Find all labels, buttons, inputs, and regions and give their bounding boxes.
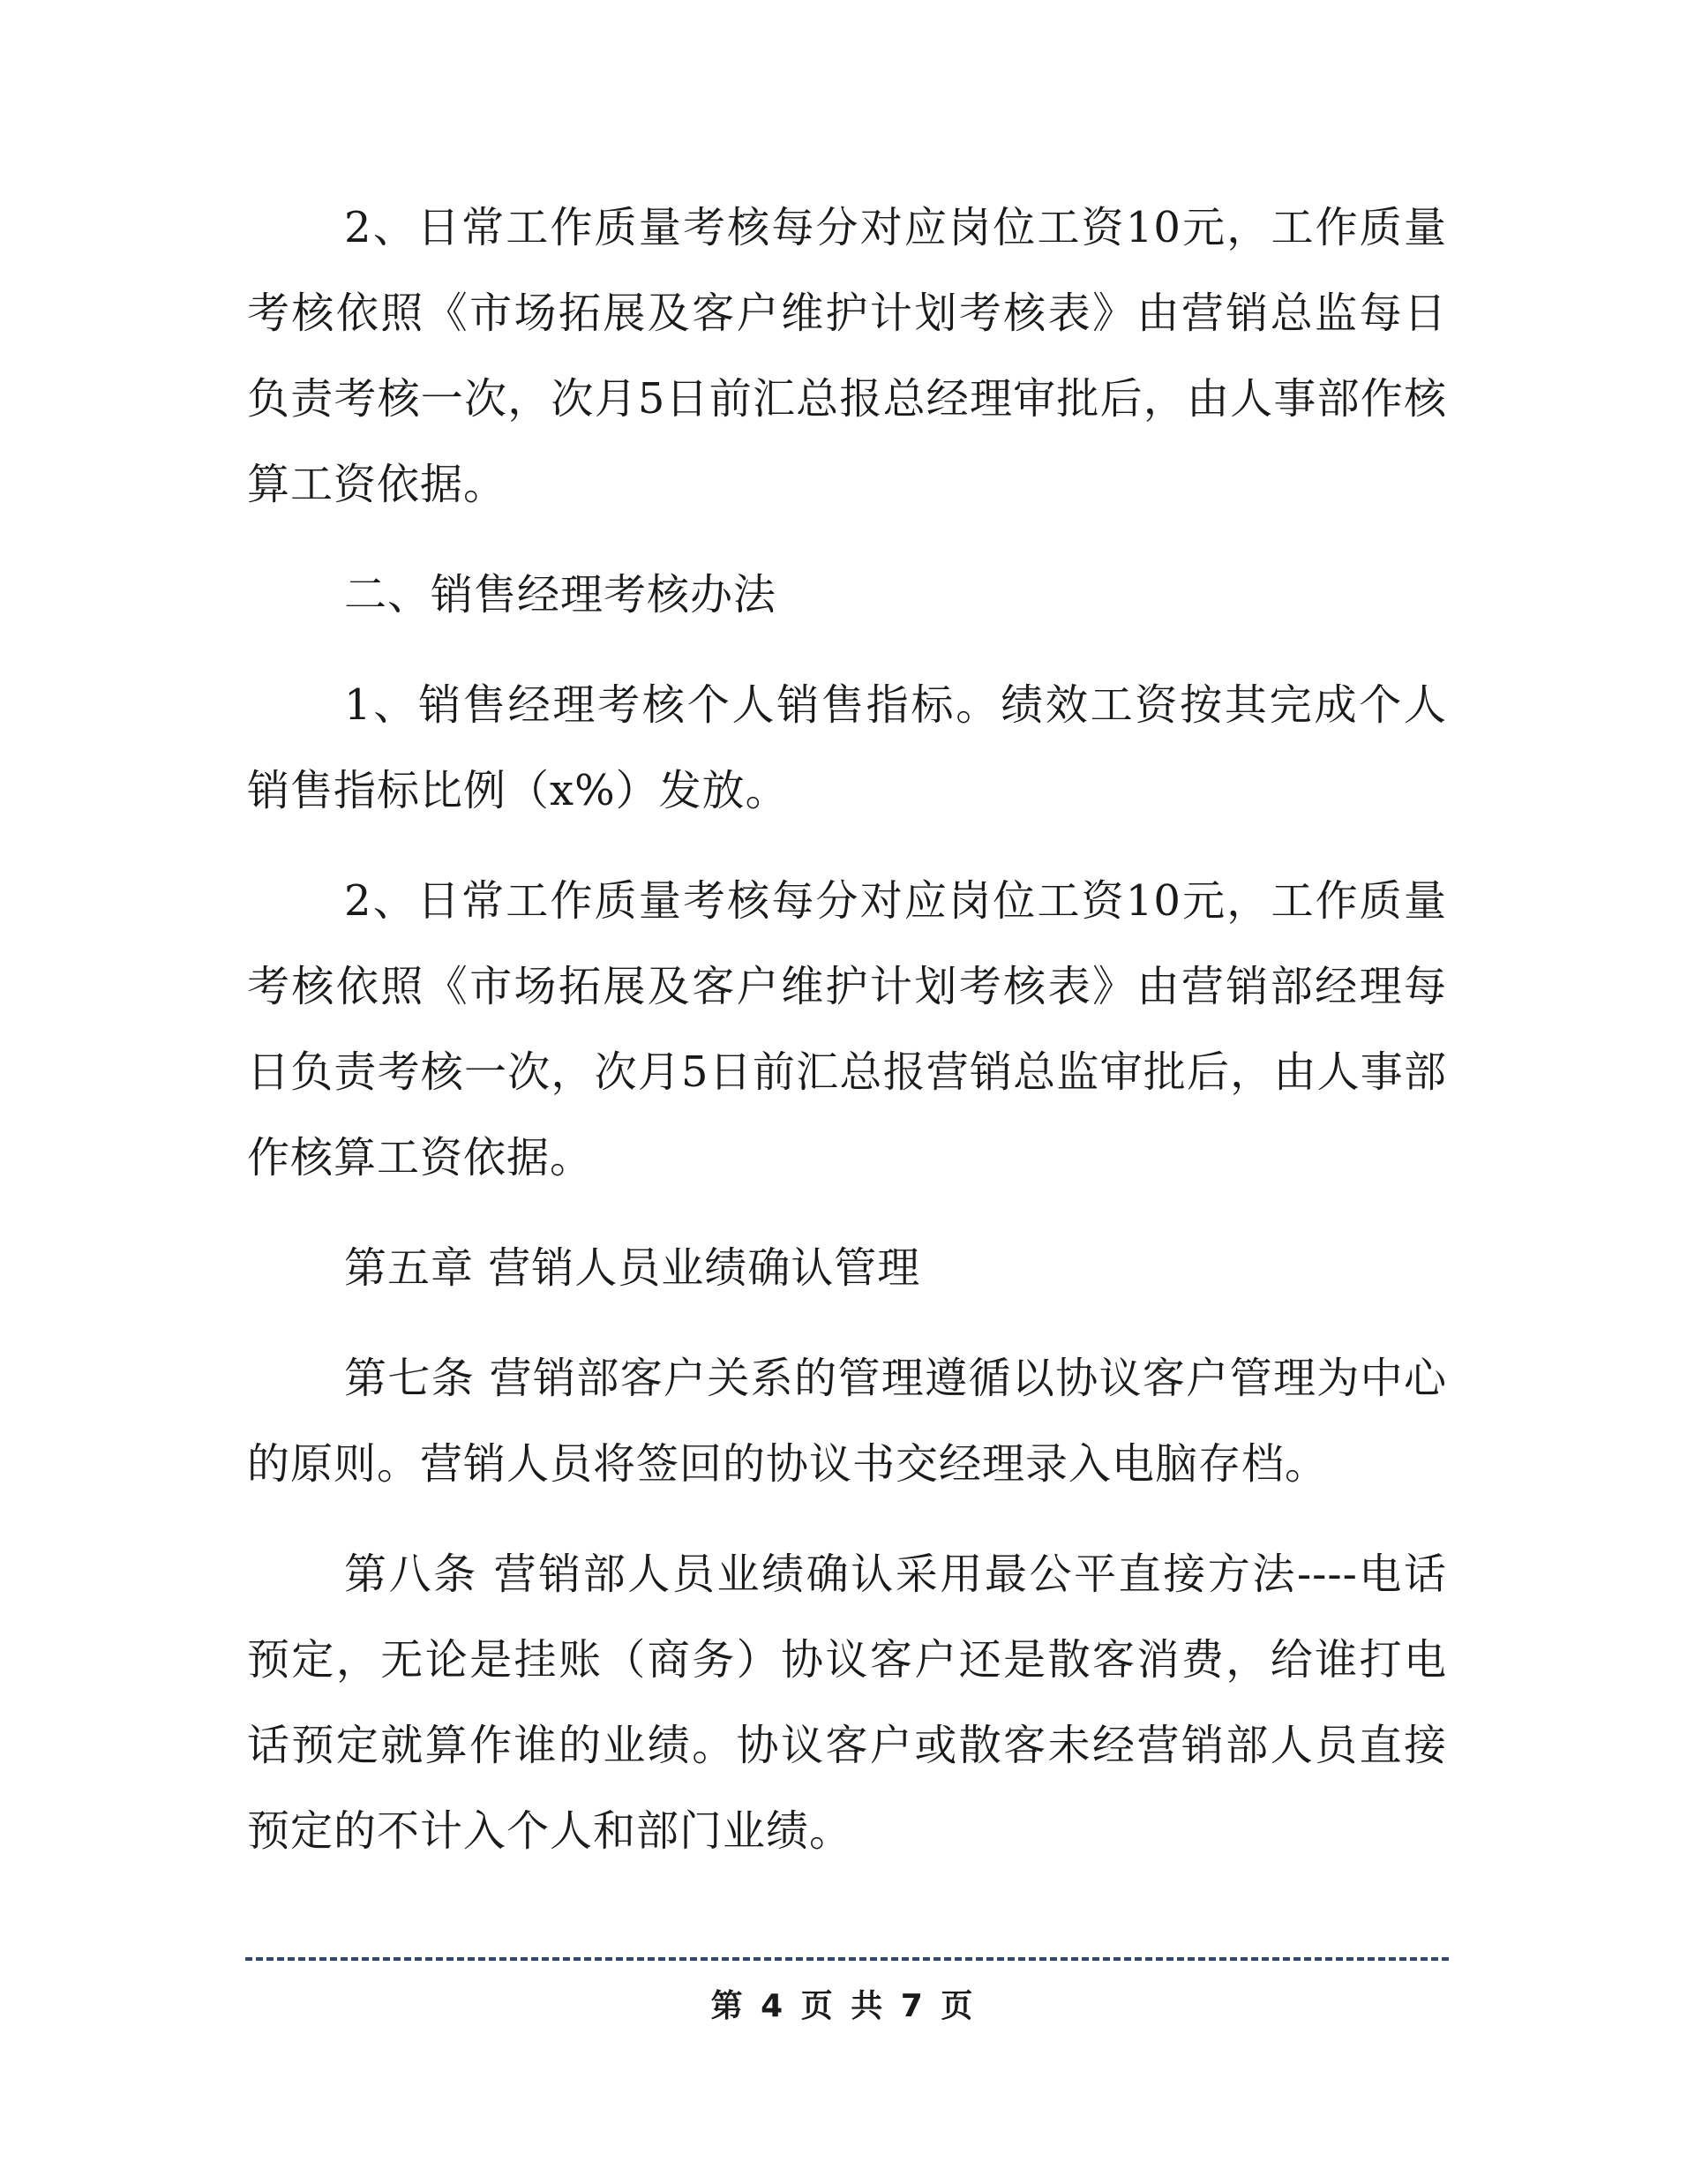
document-body — [247, 185, 1447, 1899]
paragraph-article-eight: 第八条 营销部人员业绩确认采用最公平直接方法----电话预定，无论是挂账（商务）协议客户还是散客消费，给谁打电话预定就算作谁的业绩。协议客户或散客未经营销部人员直接预定的不计入个人和部门业绩。 — [247, 1550, 1447, 1856]
footer-divider — [245, 1957, 1449, 1961]
paragraph-daily-quality-manager: 2、日常工作质量考核每分对应岗位工资10元，工作质量考核依照《市场拓展及客户维护计划考核表》由营销部经理每日负责考核一次，次月5日前汇总报营销总监审批后，由人事部作核算工资依据。 — [247, 876, 1447, 1182]
paragraph-sales-target: 1、销售经理考核个人销售指标。绩效工资按其完成个人销售指标比例（x%）发放。 — [247, 680, 1447, 815]
paragraph-article-seven: 第七条 营销部客户关系的管理遵循以协议客户管理为中心的原则。营销人员将签回的协议书交经理录入电脑存档。 — [247, 1354, 1447, 1489]
page-number: 第 4 页 共 7 页 — [710, 1988, 977, 2024]
paragraph-daily-quality-director: 2、日常工作质量考核每分对应岗位工资10元，工作质量考核依照《市场拓展及客户维护计划考核表》由营销总监每日负责考核一次，次月5日前汇总报总经理审批后，由人事部作核算工资依据。 — [247, 203, 1447, 509]
chapter-heading-five: 第五章 营销人员业绩确认管理 — [344, 1243, 921, 1293]
section-heading-sales-manager: 二、销售经理考核办法 — [344, 570, 777, 619]
